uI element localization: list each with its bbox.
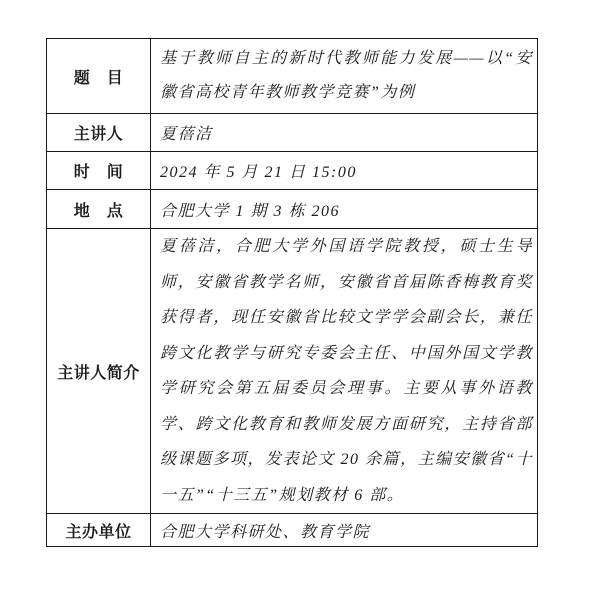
lecture-info-table <box>46 38 538 547</box>
table-row-title <box>47 39 538 114</box>
table-row-place <box>47 190 538 229</box>
row-label-title: 题 目 <box>47 39 151 114</box>
table-row-speaker <box>47 114 538 152</box>
row-value-organizer: 合肥大学科研处、教育学院 <box>151 514 538 547</box>
table-row-speaker-bio <box>47 229 538 514</box>
row-value-title: 基于教师自主的新时代教师能力发展——以“安徽省高校青年教师教学竞赛”为例 <box>151 39 538 114</box>
row-value-place: 合肥大学 1 期 3 栋 206 <box>151 190 538 229</box>
row-label-organizer: 主办单位 <box>47 514 151 547</box>
row-label-speaker: 主讲人 <box>47 114 151 152</box>
row-value-time: 2024 年 5 月 21 日 15:00 <box>151 152 538 190</box>
table-row-organizer <box>47 514 538 547</box>
row-label-speaker-bio: 主讲人简介 <box>47 229 151 514</box>
row-label-place: 地 点 <box>47 190 151 229</box>
row-value-speaker: 夏蓓洁 <box>151 114 538 152</box>
row-value-speaker-bio: 夏蓓洁，合肥大学外国语学院教授，硕士生导师，安徽省教学名师，安徽省首届陈香梅教育奖获得者，现任安徽省比较文学学会副会长，兼任跨文化教学与研究专委会主任、中国外国文学教学研究会第五届委员会理事。主要从事外语教学、跨文化教育和教师发展方面研究，主持省部级课题多项，发表论文 20 余篇，主编安徽省“十一五”“十三五”规划教材 6 部。 <box>151 229 538 514</box>
row-label-time: 时 间 <box>47 152 151 190</box>
table-row-time <box>47 152 538 190</box>
